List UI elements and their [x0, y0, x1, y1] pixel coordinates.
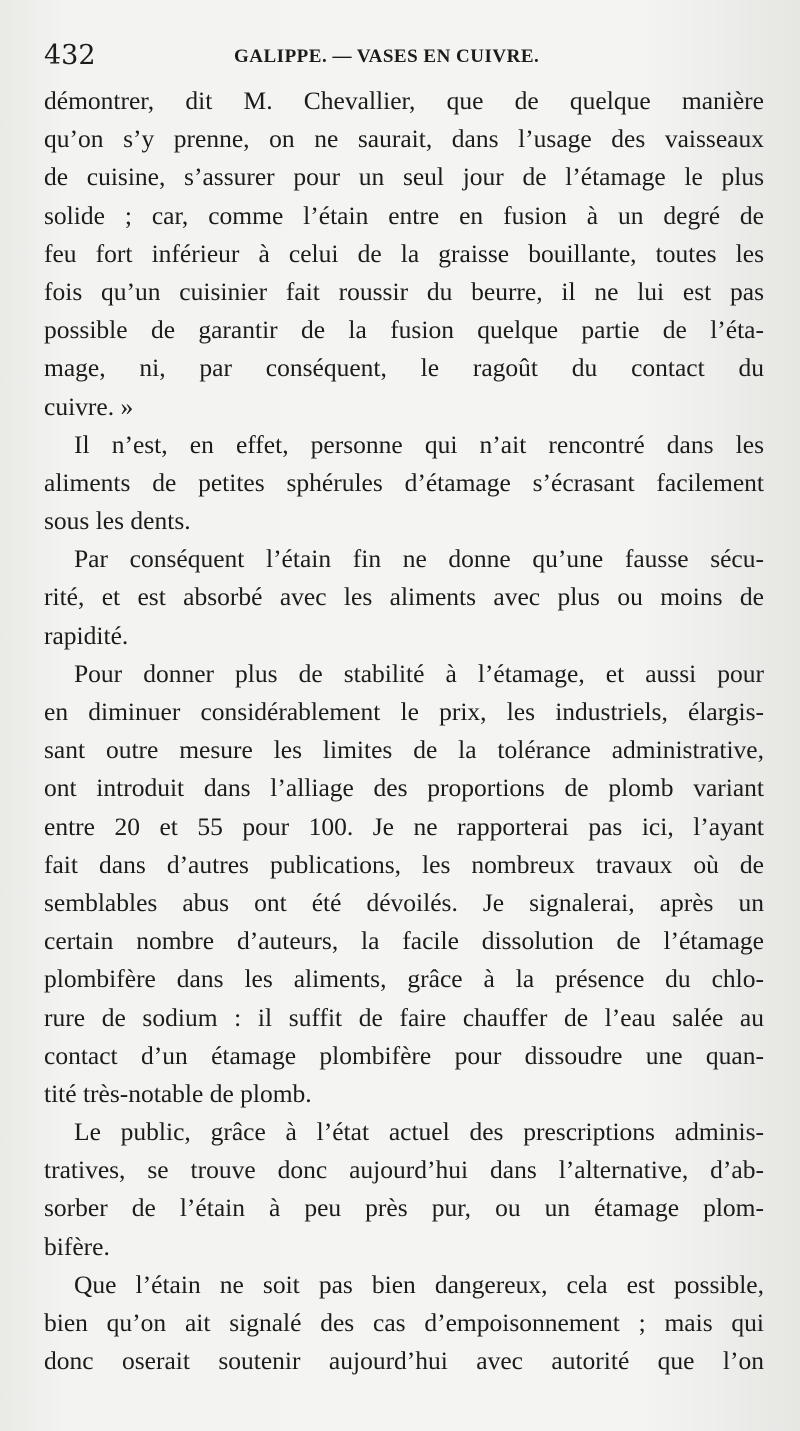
text-line: donc oserait soutenir aujourd’hui avec autorité que l’on	[44, 1346, 764, 1376]
text-line: certain nombre d’auteurs, la facile dissolution de l’étamage	[44, 926, 764, 956]
text-line: ont introduit dans l’alliage des proportions de plomb variant	[44, 773, 764, 803]
text-line: sant outre mesure les limites de la tolérance administrative,	[44, 735, 764, 765]
text-line: feu fort inférieur à celui de la graisse bouillante, toutes les	[44, 238, 764, 268]
text-line: solide ; car, comme l’étain entre en fusion à un degré de	[44, 200, 764, 230]
text-line: rure de sodium : il suffit de faire chauffer de l’eau salée au	[44, 1002, 764, 1032]
text-line: fait dans d’autres publications, les nombreux travaux où de	[44, 849, 764, 879]
text-line: en diminuer considérablement le prix, les industriels, élargis-	[44, 697, 764, 726]
text-line: entre 20 et 55 pour 100. Je ne rapporterai pas ici, l’ayant	[44, 811, 764, 841]
text-line: qu’on s’y prenne, on ne saurait, dans l’usage des vaisseaux	[44, 124, 764, 154]
text-line: cuivre. »	[44, 391, 134, 421]
text-line: rité, et est absorbé avec les aliments avec plus ou moins de	[44, 582, 764, 612]
text-line: tratives, se trouve donc aujourd’hui dans l’alternative, d’ab-	[44, 1155, 764, 1185]
text-line: fois qu’un cuisinier fait roussir du beurre, il ne lui est pas	[44, 276, 764, 306]
text-line: sorber de l’étain à peu près pur, ou un étamage plom-	[44, 1193, 764, 1223]
text-line: démontrer, dit M. Chevallier, que de quelque manière	[44, 86, 764, 115]
page-header	[44, 40, 764, 80]
text-line: tité très-notable de plomb.	[44, 1078, 312, 1108]
text-line: possible de garantir de la fusion quelque partie de l’éta-	[44, 315, 764, 345]
text-line: bifère.	[44, 1231, 110, 1261]
text-line: Le public, grâce à l’état actuel des prescriptions adminis-	[74, 1117, 764, 1147]
text-line: bien qu’on ait signalé des cas d’empoisonnement ; mais qui	[44, 1308, 764, 1337]
text-line: rapidité.	[44, 620, 129, 650]
text-line: Par conséquent l’étain fin ne donne qu’une fausse sécu-	[74, 544, 764, 574]
text-line: plombifère dans les aliments, grâce à la présence du chlo-	[44, 964, 764, 994]
text-line: Pour donner plus de stabilité à l’étamage, et aussi pour	[74, 658, 764, 688]
body-text	[44, 82, 764, 1380]
text-line: semblables abus ont été dévoilés. Je signalerai, après un	[44, 887, 764, 917]
page-number: 432	[44, 40, 96, 71]
text-line: Il n’est, en effet, personne qui n’ait rencontré dans les	[74, 429, 764, 459]
text-line: mage, ni, par conséquent, le ragoût du contact du	[44, 353, 764, 383]
running-head: GALIPPE. — VASES EN CUIVRE.	[234, 46, 540, 67]
text-line: contact d’un étamage plombifère pour dissoudre une quan-	[44, 1040, 764, 1070]
text-line: aliments de petites sphérules d’étamage s’écrasant facilement	[44, 467, 764, 497]
text-line: Que l’étain ne soit pas bien dangereux, cela est possible,	[74, 1269, 764, 1299]
text-line: de cuisine, s’assurer pour un seul jour de l’étamage le plus	[44, 162, 764, 192]
text-line: sous les dents.	[44, 506, 191, 536]
